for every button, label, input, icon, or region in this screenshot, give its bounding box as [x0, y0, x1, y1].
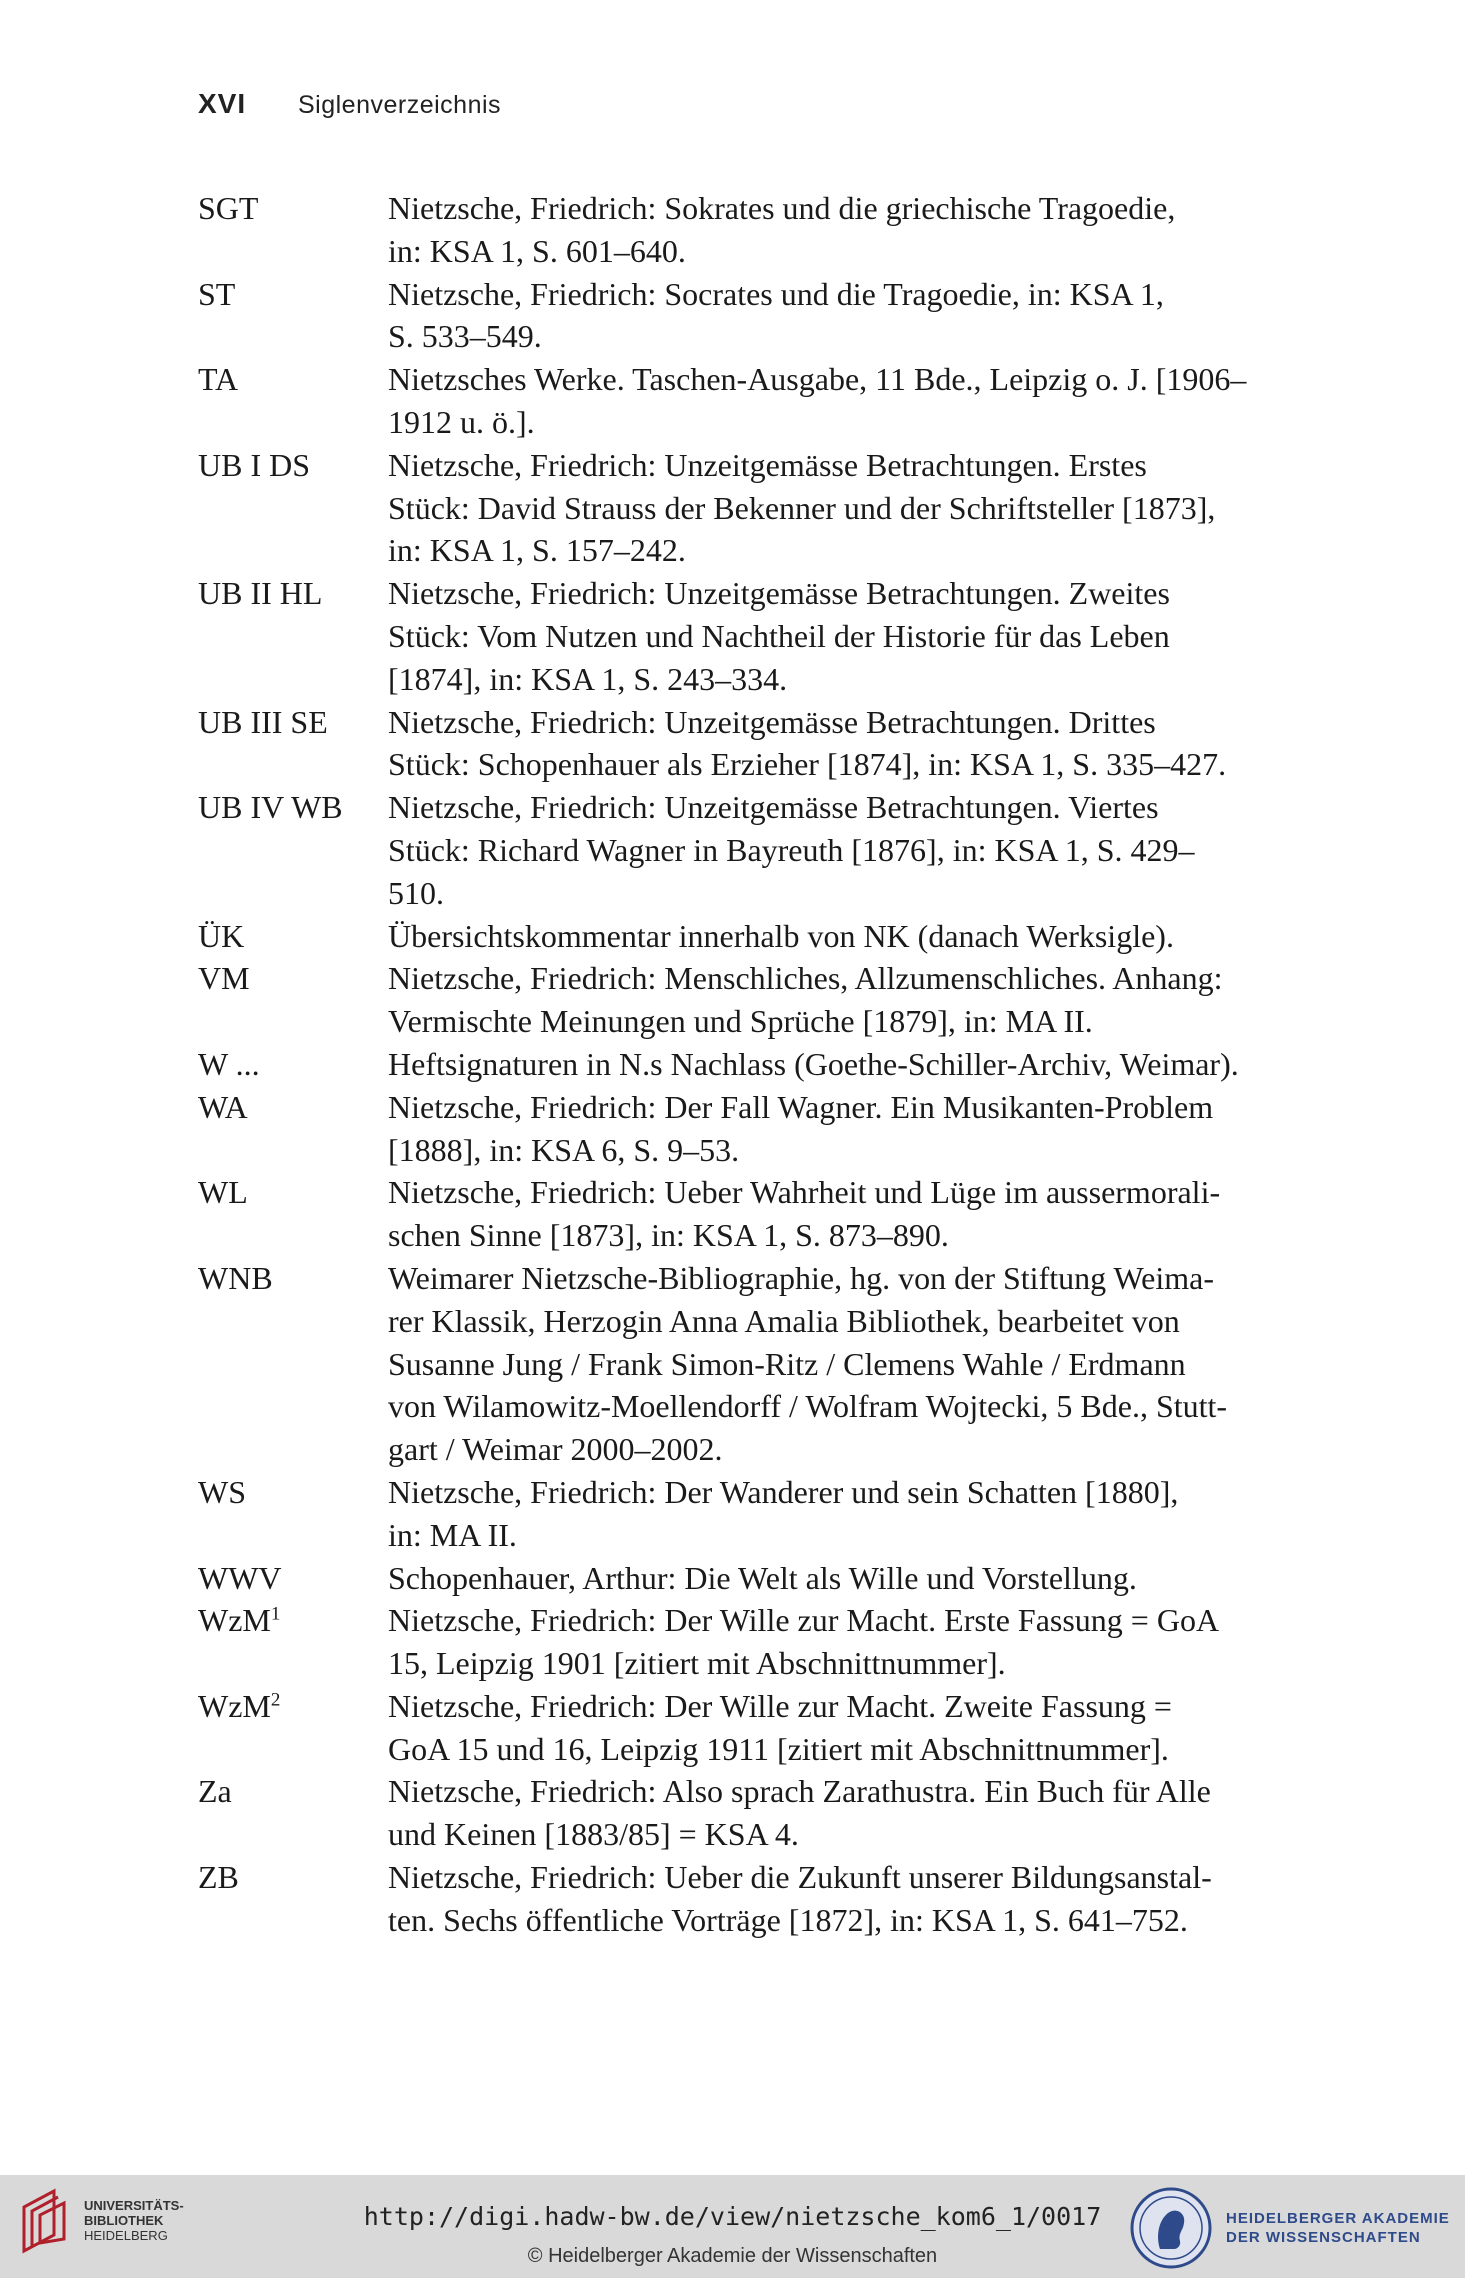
- siglum-text: WNB: [198, 1259, 273, 1296]
- description-line: Nietzsche, Friedrich: Der Wanderer und sein Schatten [1880],: [388, 1473, 1179, 1510]
- footer-bar: [0, 2175, 1465, 2278]
- siglum-entry: [198, 786, 1328, 914]
- siglum-description: [388, 187, 1328, 273]
- description-line: GoA 15 und 16, Leipzig 1911 [zitiert mit Abschnittnummer].: [388, 1730, 1169, 1767]
- description-line: Stück: Richard Wagner in Bayreuth [1876], in: KSA 1, S. 429–: [388, 831, 1195, 868]
- description-line: Nietzsche, Friedrich: Unzeitgemässe Betrachtungen. Zweites: [388, 575, 1170, 612]
- siglum-text: WS: [198, 1473, 246, 1510]
- siglum-description: [388, 1471, 1328, 1557]
- siglum-description: [388, 572, 1328, 700]
- siglum-abbreviation: [198, 187, 388, 273]
- siglum-entry: [198, 1599, 1328, 1685]
- description-line: Susanne Jung / Frank Simon-Ritz / Clemens Wahle / Erdmann: [388, 1345, 1186, 1382]
- siglum-description: [388, 957, 1328, 1043]
- description-line: Stück: Vom Nutzen und Nachtheil der Historie für das Leben: [388, 617, 1170, 654]
- hadw-logo-text: [1226, 2209, 1450, 2247]
- siglum-entry: [198, 1856, 1328, 1942]
- siglum-entry: [198, 1171, 1328, 1257]
- siglum-text: WzM: [198, 1602, 271, 1639]
- copyright-notice: © Heidelberger Akademie der Wissenschaften: [527, 2245, 938, 2267]
- siglum-description: [388, 1557, 1328, 1600]
- description-line: rer Klassik, Herzogin Anna Amalia Bibliothek, bearbeitet von: [388, 1302, 1180, 1339]
- siglum-superscript: 1: [270, 1603, 281, 1625]
- siglum-text: WL: [198, 1174, 248, 1211]
- siglum-description: [388, 915, 1328, 958]
- siglum-text: WzM: [198, 1687, 271, 1724]
- siglum-abbreviation: [198, 572, 388, 700]
- siglum-abbreviation: [198, 957, 388, 1043]
- ub-logo-line-2: BIBLIOTHEK: [84, 2212, 164, 2228]
- siglum-entry: [198, 444, 1328, 572]
- siglum-text: ZB: [198, 1859, 239, 1896]
- description-line: S. 533–549.: [388, 318, 542, 355]
- description-line: Nietzsche, Friedrich: Unzeitgemässe Betrachtungen. Erstes: [388, 446, 1147, 483]
- description-line: Nietzsche, Friedrich: Unzeitgemässe Betrachtungen. Drittes: [388, 703, 1156, 740]
- siglum-text: UB I DS: [198, 446, 311, 483]
- permalink-url[interactable]: http://digi.hadw-bw.de/view/nietzsche_kom6_1/0017: [363, 2202, 1102, 2231]
- siglum-description: [388, 444, 1328, 572]
- siglum-entry: [198, 572, 1328, 700]
- description-line: in: MA II.: [388, 1516, 517, 1553]
- siglum-abbreviation: [198, 786, 388, 914]
- description-line: Nietzsche, Friedrich: Menschliches, Allzumenschliches. Anhang:: [388, 960, 1223, 997]
- siglum-description: [388, 273, 1328, 359]
- siglum-text: UB II HL: [198, 575, 323, 612]
- siglum-abbreviation: [198, 1557, 388, 1600]
- ub-logo-line-1: UNIVERSITÄTS-: [84, 2197, 184, 2213]
- siglum-abbreviation: [198, 1599, 388, 1685]
- description-line: gart / Weimar 2000–2002.: [388, 1431, 723, 1468]
- siglum-text: UB IV WB: [198, 789, 343, 826]
- siglum-text: ST: [198, 275, 236, 312]
- hadw-logo[interactable]: [1130, 2187, 1450, 2269]
- siglum-entry: [198, 1685, 1328, 1771]
- siglum-superscript: 2: [270, 1689, 281, 1711]
- description-line: Nietzsche, Friedrich: Ueber die Zukunft unserer Bildungsanstal-: [388, 1859, 1212, 1896]
- description-line: Heftsignaturen in N.s Nachlass (Goethe-Schiller-Archiv, Weimar).: [388, 1045, 1239, 1082]
- siglum-abbreviation: [198, 1171, 388, 1257]
- siglum-entry: [198, 701, 1328, 787]
- ub-logo-line-3: HEIDELBERG: [84, 2227, 168, 2243]
- siglum-abbreviation: [198, 1685, 388, 1771]
- siglum-description: [388, 1856, 1328, 1942]
- siglum-entry: [198, 1043, 1328, 1086]
- siglum-abbreviation: [198, 915, 388, 958]
- siglum-description: [388, 1171, 1328, 1257]
- siglum-entry: [198, 1086, 1328, 1172]
- siglum-entry: [198, 1471, 1328, 1557]
- siglum-abbreviation: [198, 1043, 388, 1086]
- description-line: Schopenhauer, Arthur: Die Welt als Wille und Vorstellung.: [388, 1559, 1137, 1596]
- siglum-abbreviation: [198, 1471, 388, 1557]
- description-line: Weimarer Nietzsche-Bibliographie, hg. von der Stiftung Weima-: [388, 1259, 1215, 1296]
- description-line: [1874], in: KSA 1, S. 243–334.: [388, 660, 788, 697]
- siglum-text: WA: [198, 1088, 248, 1125]
- description-line: Nietzsche, Friedrich: Also sprach Zarathustra. Ein Buch für Alle: [388, 1773, 1211, 1810]
- description-line: in: KSA 1, S. 157–242.: [388, 532, 686, 569]
- siglum-abbreviation: [198, 701, 388, 787]
- siglum-text: VM: [198, 960, 250, 997]
- description-line: Nietzsche, Friedrich: Sokrates und die griechische Tragoedie,: [388, 190, 1176, 226]
- page-header: [198, 88, 501, 120]
- siglum-text: UB III SE: [198, 703, 328, 740]
- siglum-text: Za: [198, 1773, 232, 1810]
- siglum-abbreviation: [198, 1856, 388, 1942]
- siglum-description: [388, 1043, 1328, 1086]
- siglum-text: WWV: [198, 1559, 282, 1596]
- siglum-entry: [198, 1557, 1328, 1600]
- siglum-abbreviation: [198, 1257, 388, 1471]
- description-line: ten. Sechs öffentliche Vorträge [1872], in: KSA 1, S. 641–752.: [388, 1901, 1188, 1938]
- siglum-abbreviation: [198, 444, 388, 572]
- hadw-logo-line-1: HEIDELBERGER AKADEMIE: [1226, 2210, 1450, 2227]
- siglum-text: SGT: [198, 190, 259, 226]
- siglum-entry: [198, 187, 1328, 273]
- description-line: Stück: Schopenhauer als Erzieher [1874], in: KSA 1, S. 335–427.: [388, 746, 1227, 783]
- description-line: 15, Leipzig 1901 [zitiert mit Abschnittnummer].: [388, 1645, 1006, 1682]
- siglum-entry: [198, 957, 1328, 1043]
- page-number: XVI: [198, 88, 247, 119]
- description-line: in: KSA 1, S. 601–640.: [388, 232, 686, 269]
- siglum-description: [388, 1770, 1328, 1856]
- description-line: Nietzsche, Friedrich: Der Fall Wagner. Ein Musikanten-Problem: [388, 1088, 1214, 1125]
- siglum-description: [388, 701, 1328, 787]
- siglum-entry: [198, 273, 1328, 359]
- description-line: Vermischte Meinungen und Sprüche [1879], in: MA II.: [388, 1003, 1093, 1040]
- description-line: [1888], in: KSA 6, S. 9–53.: [388, 1131, 740, 1168]
- description-line: und Keinen [1883/85] = KSA 4.: [388, 1816, 799, 1853]
- description-line: Nietzsche, Friedrich: Der Wille zur Macht. Erste Fassung = GoA: [388, 1602, 1220, 1639]
- hadw-seal-icon: [1130, 2187, 1212, 2269]
- description-line: Stück: David Strauss der Bekenner und der Schriftsteller [1873],: [388, 489, 1216, 526]
- description-line: 1912 u. ö.].: [388, 403, 535, 440]
- siglum-text: TA: [198, 361, 239, 398]
- description-line: Nietzsches Werke. Taschen-Ausgabe, 11 Bde., Leipzig o. J. [1906–: [388, 361, 1247, 398]
- siglum-description: [388, 358, 1328, 444]
- siglum-text: W ...: [198, 1045, 260, 1082]
- description-line: von Wilamowitz-Moellendorff / Wolfram Wojtecki, 5 Bde., Stutt-: [388, 1388, 1228, 1425]
- siglum-description: [388, 786, 1328, 914]
- siglum-description: [388, 1685, 1328, 1771]
- siglum-entry: [198, 915, 1328, 958]
- description-line: Übersichtskommentar innerhalb von NK (danach Werksigle).: [388, 917, 1174, 954]
- hadw-logo-line-2: DER WISSENSCHAFTEN: [1226, 2229, 1421, 2246]
- description-line: Nietzsche, Friedrich: Socrates und die Tragoedie, in: KSA 1,: [388, 275, 1164, 312]
- siglum-entry: [198, 1257, 1328, 1471]
- description-line: Nietzsche, Friedrich: Ueber Wahrheit und Lüge im aussermorali-: [388, 1174, 1221, 1211]
- siglum-entry: [198, 1770, 1328, 1856]
- siglum-abbreviation: [198, 1086, 388, 1172]
- siglum-abbreviation: [198, 273, 388, 359]
- siglum-entry: [198, 358, 1328, 444]
- description-line: schen Sinne [1873], in: KSA 1, S. 873–890.: [388, 1217, 949, 1254]
- sigla-list: [198, 187, 1328, 1942]
- siglum-abbreviation: [198, 358, 388, 444]
- description-line: Nietzsche, Friedrich: Unzeitgemässe Betrachtungen. Viertes: [388, 789, 1159, 826]
- siglum-description: [388, 1086, 1328, 1172]
- description-line: Nietzsche, Friedrich: Der Wille zur Macht. Zweite Fassung =: [388, 1687, 1172, 1724]
- siglum-text: ÜK: [198, 917, 245, 954]
- siglum-description: [388, 1257, 1328, 1471]
- siglum-abbreviation: [198, 1770, 388, 1856]
- siglum-description: [388, 1599, 1328, 1685]
- running-title: Siglenverzeichnis: [298, 91, 502, 119]
- description-line: 510.: [388, 874, 444, 911]
